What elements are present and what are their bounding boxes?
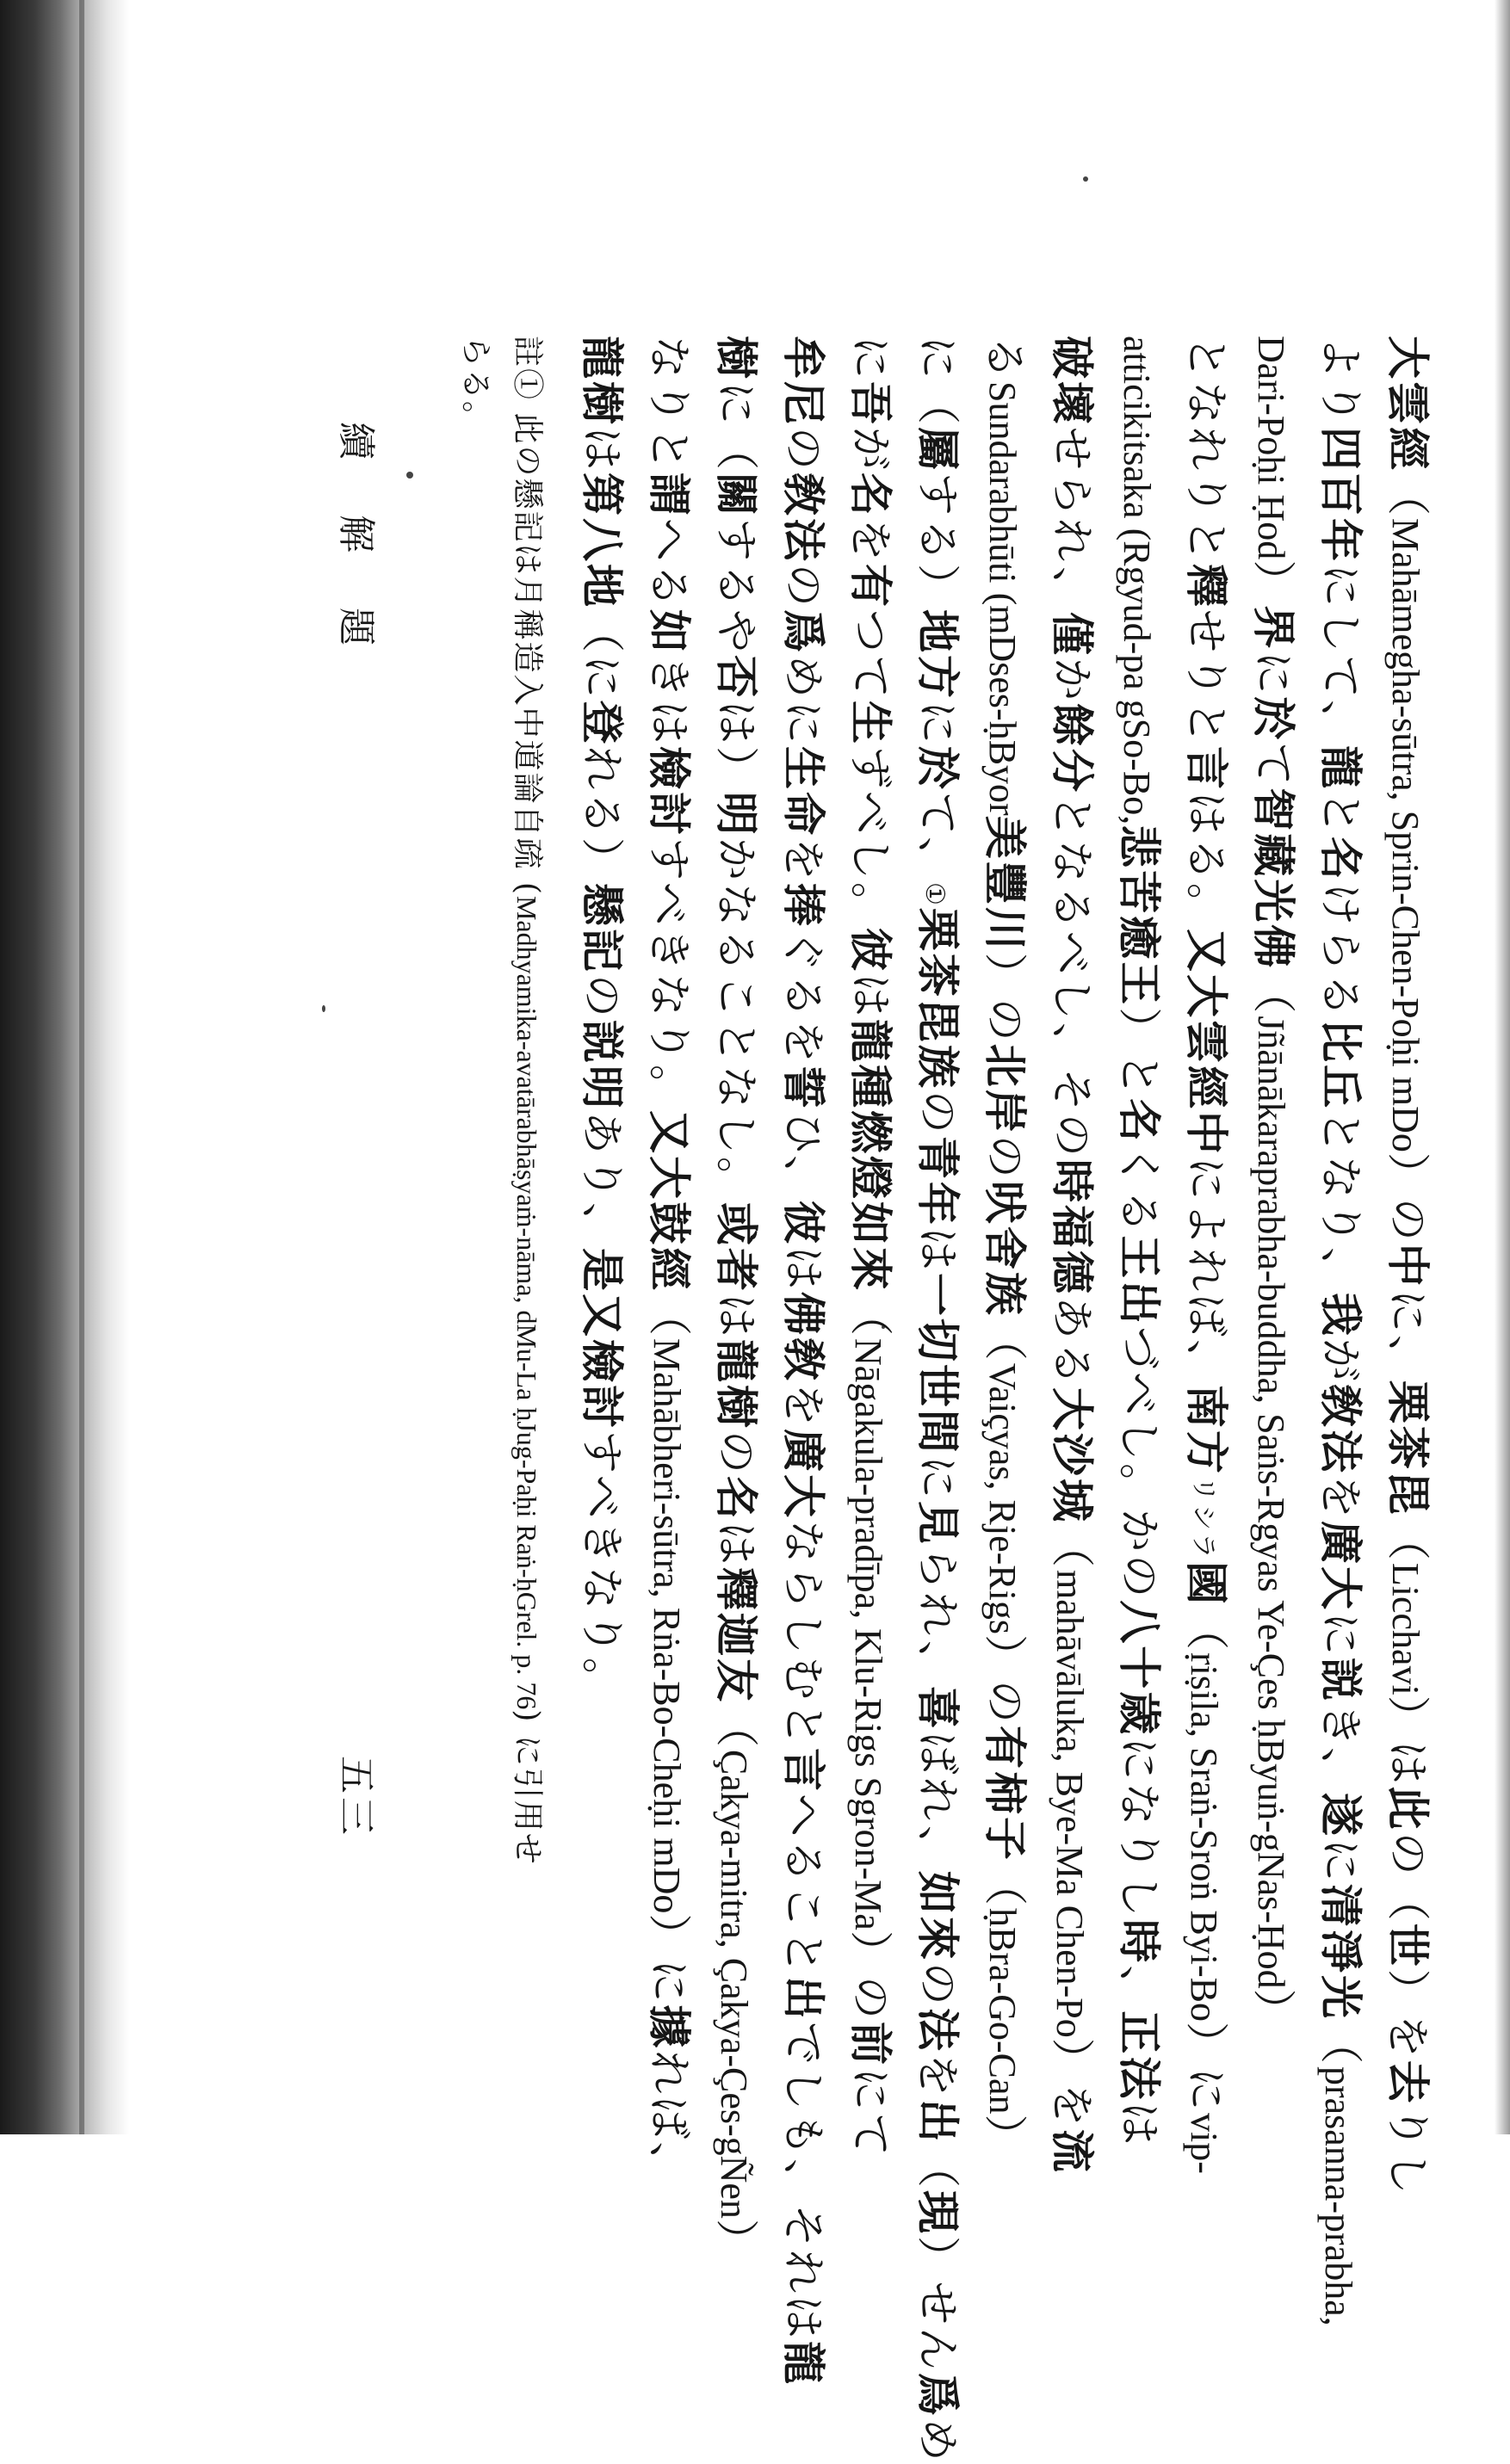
text-segment: ひ、 xyxy=(778,1111,828,1201)
text-segment: する） xyxy=(913,472,962,609)
scan-binding-line xyxy=(79,0,84,2134)
text-segment: 八十歳 xyxy=(1114,1600,1165,1738)
romanized-text: ṛiṣila, Sraṅ-Sroṅ Byi-Bo xyxy=(1183,1652,1225,2022)
text-segment: 四百年 xyxy=(1315,427,1366,564)
text-segment: 註① 此の懸記は月稱造入中道論自疏 ( xyxy=(510,336,545,896)
text-segment: ）に xyxy=(644,1913,694,2005)
text-segment: て、 xyxy=(913,792,962,882)
body-column xyxy=(711,336,762,2264)
text-segment: ）を xyxy=(1047,2037,1097,2129)
text-segment: りし xyxy=(1383,2105,1433,2197)
text-segment: ）せん xyxy=(913,2235,962,2373)
romanized-text: Licchavi xyxy=(1384,1562,1426,1695)
text-segment: （ xyxy=(980,1862,1030,1909)
text-segment: （ xyxy=(980,1317,1030,1363)
text-segment: 一切世間 xyxy=(913,1272,963,1455)
text-segment: 南方 xyxy=(1181,1385,1232,1476)
text-segment: の xyxy=(577,974,627,1020)
rotated-page xyxy=(334,336,1433,2464)
romanized-text: Jñānākaraprabha-buddha, Saṅs-Rgyas Ye-Çes ḥByuṅ-gNas-Ḥod xyxy=(1250,1016,1292,1989)
text-segment: ならしむと xyxy=(778,1520,828,1748)
text-segment: 釋 xyxy=(1181,564,1232,609)
text-segment: 或者 xyxy=(711,1202,762,1294)
text-segment: 説 xyxy=(1315,1658,1366,1703)
romanized-text: Mahāmegha-sūtra, Sprin-Chen-Poḥi mDo xyxy=(1384,518,1426,1152)
text-segment: 生命 xyxy=(778,746,829,837)
text-segment: ぐるを xyxy=(778,929,828,1065)
text-segment: 名 xyxy=(1315,837,1366,882)
text-segment: となるべし、その xyxy=(1047,794,1097,1159)
text-segment: は xyxy=(577,427,627,472)
text-segment: （ xyxy=(1181,1607,1231,1652)
text-segment: 美豐川 xyxy=(980,815,1030,953)
text-segment: の xyxy=(778,427,828,472)
text-segment: の xyxy=(980,1134,1030,1181)
text-segment: なりと xyxy=(644,336,694,472)
scan-speck xyxy=(322,1005,325,1012)
text-segment: （ xyxy=(1047,1524,1097,1570)
romanized-text: vip- xyxy=(1183,2112,1225,2174)
text-segment: 見 xyxy=(913,1500,963,1547)
text-segment: を xyxy=(845,518,895,564)
text-segment: は xyxy=(1114,2102,1164,2148)
romanized-text: Sundarabhūti (mDses-ḥByor xyxy=(981,381,1024,816)
text-segment: られ、 xyxy=(913,1546,962,1686)
text-segment: き、 xyxy=(1315,1703,1365,1793)
text-segment: 誓 xyxy=(778,1065,829,1111)
text-segment: 比丘 xyxy=(1315,1019,1366,1110)
page-number: 五三 xyxy=(334,1756,378,1838)
text-segment: となれりと xyxy=(1181,336,1231,564)
text-segment: へる xyxy=(644,518,694,609)
text-segment: ) に引用せ xyxy=(510,1709,545,1866)
text-segment: ）に xyxy=(1181,2021,1231,2113)
text-segment: ずべし。 xyxy=(845,746,895,928)
body-column xyxy=(913,336,963,2464)
body-column xyxy=(1315,336,1366,2326)
romanized-text: Madhyamika-avatārabhāṣyaṁ-nāma, dMu-La ḥJug-Paḥi Raṅ-ḥGrel. p. 76 xyxy=(511,895,542,1710)
text-segment: 爲 xyxy=(778,609,829,655)
text-segment: の xyxy=(778,564,828,609)
body-column xyxy=(577,336,628,1703)
text-segment: 界 xyxy=(1248,605,1299,652)
body-column xyxy=(980,336,1030,2160)
footnote-line xyxy=(510,336,545,1866)
text-segment: 言 xyxy=(778,1748,829,1794)
text-segment: か xyxy=(1047,658,1097,703)
text-segment: 説明 xyxy=(577,1020,628,1111)
romanized-text: Mahābheri-sūtra, Rṅa-Bo-Cheḥi mDo xyxy=(646,1338,688,1914)
romanized-text: Nāgakula-pradīpa, Klu-Rigs Sgron-Ma xyxy=(847,1338,889,1930)
text-segment: でしも、それは xyxy=(778,2022,828,2341)
text-segment: て xyxy=(1248,742,1298,788)
text-segment: 懸記 xyxy=(577,883,628,974)
text-segment: （に xyxy=(577,609,627,701)
text-segment: に xyxy=(913,701,962,746)
text-segment: 如來 xyxy=(913,1870,963,1962)
ruby-text: ① xyxy=(919,882,950,908)
text-segment: 清淨光 xyxy=(1315,1884,1366,2021)
body-column xyxy=(1181,336,1232,2174)
text-segment: あり、 xyxy=(577,1111,627,1248)
text-segment: 龍樹 xyxy=(711,1339,762,1430)
text-segment: 捧 xyxy=(778,883,829,929)
text-segment: 言 xyxy=(1181,746,1232,792)
text-segment: つて xyxy=(845,609,895,701)
text-segment: 悲苦癒王 xyxy=(1114,824,1165,1008)
romanized-text: Çakya-mitra, Çakya-Çes-gÑen xyxy=(713,1750,755,2219)
scan-binding-edge xyxy=(0,0,129,2134)
text-segment: に xyxy=(1315,1838,1365,1884)
text-segment: 中 xyxy=(1383,1243,1433,1289)
text-segment: 此 xyxy=(1383,1786,1433,1832)
text-segment: になりし xyxy=(1114,1737,1164,1920)
romanized-text: mahāvāluka, Bye-Ma Chen-Po xyxy=(1049,1570,1091,2038)
text-segment: すべきなり。 xyxy=(577,1430,627,1703)
text-segment: 樹 xyxy=(711,336,762,381)
text-segment: 釋迦友 xyxy=(711,1567,762,1704)
text-segment: に（ xyxy=(913,336,962,427)
text-segment: めに xyxy=(778,655,828,746)
romanized-text: Vaiçyas, Rje-Rigs xyxy=(981,1362,1024,1635)
scan-right-edge xyxy=(1495,0,1510,2134)
text-segment: 栗茶毘族 xyxy=(913,907,963,1090)
romanized-text: ḥBra-Go-Can xyxy=(981,1908,1024,2115)
text-segment: に xyxy=(1315,1612,1365,1658)
text-segment: せりと xyxy=(1181,609,1231,746)
text-segment: 法 xyxy=(913,2007,963,2053)
text-segment: 敎法 xyxy=(778,472,829,564)
text-segment: に、 xyxy=(1383,1288,1433,1380)
text-segment: きは xyxy=(644,655,694,746)
text-segment: と xyxy=(1315,791,1365,837)
text-segment: 關 xyxy=(711,472,762,518)
text-segment: 名 xyxy=(845,472,896,518)
text-segment: ）の xyxy=(1383,1152,1433,1244)
text-segment: 謂 xyxy=(644,472,695,518)
romanized-text: Dari-Poḥi Ḥod xyxy=(1250,336,1292,560)
text-segment: らる。 xyxy=(458,336,493,435)
text-segment: 國 xyxy=(1181,1561,1232,1607)
text-segment: は xyxy=(845,973,895,1019)
text-segment: ばれ、 xyxy=(913,1731,962,1871)
text-segment: 吠舍族 xyxy=(980,1180,1030,1318)
romanized-text: atticikitsaka (Rgyud-pa gSo-Bo, xyxy=(1116,336,1158,825)
text-segment: すべきなり。 xyxy=(644,837,694,1110)
text-segment: 北岸 xyxy=(980,1043,1030,1135)
text-segment: （ xyxy=(1383,1516,1433,1563)
text-segment: れば、 xyxy=(644,2050,694,2188)
text-segment: 登 xyxy=(577,701,628,746)
text-segment: けらる xyxy=(1315,882,1365,1019)
text-segment: にて xyxy=(845,2066,895,2158)
text-segment: （ xyxy=(644,1293,694,1338)
text-segment: に xyxy=(1248,651,1298,697)
body-column xyxy=(1047,336,1098,2175)
text-segment: の（ xyxy=(1383,1831,1433,1924)
text-segment: より xyxy=(1315,336,1365,427)
text-segment: （ xyxy=(1383,472,1433,518)
text-segment: め xyxy=(913,2418,962,2464)
text-segment: 又大鼓經 xyxy=(644,1110,695,1293)
text-segment: （ xyxy=(1248,970,1298,1016)
text-segment: の xyxy=(711,1430,761,1476)
text-segment: 彼 xyxy=(845,928,896,973)
text-segment: にして、 xyxy=(1315,564,1365,745)
text-segment: ）の xyxy=(980,1634,1030,1726)
text-segment: 喜 xyxy=(913,1685,963,1732)
text-segment: に xyxy=(845,336,895,381)
text-segment: 時福德 xyxy=(1047,1159,1098,1296)
text-segment: 我 xyxy=(1315,1293,1366,1338)
text-segment: に（ xyxy=(711,381,761,472)
ruby-text: リシラ xyxy=(1188,1476,1218,1561)
text-segment: 餘分 xyxy=(1047,703,1098,794)
text-segment: ）は xyxy=(1383,1695,1433,1787)
text-segment: するや xyxy=(711,518,761,655)
text-segment: 名 xyxy=(1114,1098,1165,1145)
text-segment: ）の xyxy=(980,952,1030,1044)
text-segment: 栗茶毘 xyxy=(1383,1380,1433,1517)
text-segment: はる。 xyxy=(1181,792,1231,929)
text-segment: ） xyxy=(1248,1988,1298,2035)
text-segment: 龍 xyxy=(778,2341,829,2387)
text-segment: となり、 xyxy=(1315,1110,1365,1293)
text-segment: づべし。かの xyxy=(1114,1326,1164,1601)
text-segment: 世 xyxy=(1383,1923,1433,1969)
text-segment: 屬 xyxy=(913,427,963,472)
text-segment: （ xyxy=(913,2144,962,2190)
text-segment: （ xyxy=(711,1704,761,1750)
text-segment: ）と xyxy=(1114,1007,1164,1099)
text-segment: 龍 xyxy=(1315,745,1366,791)
text-segment: を xyxy=(1315,1475,1365,1521)
text-segment: 吾 xyxy=(845,381,896,427)
text-segment: を xyxy=(913,2053,962,2099)
text-segment: 青年 xyxy=(913,1135,963,1227)
text-segment: くる xyxy=(1114,1144,1164,1236)
text-segment: 檢討 xyxy=(644,746,695,837)
text-segment: 敎法 xyxy=(1315,1384,1366,1475)
text-segment: 又大雲經中 xyxy=(1181,929,1232,1157)
text-segment: ） xyxy=(711,2218,761,2264)
text-segment: の xyxy=(913,1961,962,2008)
text-segment: 、 xyxy=(1114,1965,1164,2011)
body-column xyxy=(1248,336,1299,2035)
text-segment: れる） xyxy=(577,746,627,883)
text-segment: 前 xyxy=(845,2021,896,2067)
text-segment: に xyxy=(913,1454,962,1501)
text-segment: 僅 xyxy=(1047,612,1098,658)
text-segment: 於 xyxy=(913,746,963,792)
body-column xyxy=(778,336,829,2387)
text-segment: 有柿子 xyxy=(980,1726,1030,1863)
text-segment: によれば、 xyxy=(1181,1157,1231,1385)
text-segment: 地方 xyxy=(913,609,963,701)
text-segment: は xyxy=(711,1522,761,1567)
text-segment: 於 xyxy=(1248,696,1299,743)
text-segment: 佛敎 xyxy=(778,1292,829,1383)
footnote-line xyxy=(460,336,491,434)
text-segment: 廣大 xyxy=(778,1429,829,1520)
text-segment: 名 xyxy=(711,1476,762,1522)
text-segment: が xyxy=(1315,1338,1365,1384)
text-segment: 第八地 xyxy=(577,472,628,609)
text-segment: が xyxy=(845,427,895,472)
text-segment: ） xyxy=(1248,559,1298,606)
text-segment: 明 xyxy=(711,792,762,837)
running-title: 續解題 xyxy=(334,422,378,701)
text-segment: 時 xyxy=(1114,1919,1165,1966)
text-segment: を xyxy=(778,837,828,883)
text-segment: 現 xyxy=(913,2189,963,2236)
body-column xyxy=(1114,336,1165,2148)
text-segment: 有 xyxy=(845,564,896,609)
text-segment: を xyxy=(778,1383,828,1429)
text-segment: 生 xyxy=(845,701,896,746)
text-segment: 牟尼 xyxy=(778,336,829,427)
text-segment: ）の xyxy=(845,1930,895,2022)
text-segment: は xyxy=(711,1294,761,1339)
text-segment: 破壞 xyxy=(1047,336,1098,427)
text-segment: 大雲經 xyxy=(1383,336,1433,472)
text-segment: 據 xyxy=(644,2004,695,2051)
text-segment: 如 xyxy=(644,609,695,655)
text-segment: 出 xyxy=(913,2098,963,2145)
text-segment: 去 xyxy=(1383,2060,1433,2106)
text-segment: へること xyxy=(778,1794,828,1976)
text-segment: 否 xyxy=(711,655,762,701)
text-segment: 彼 xyxy=(778,1201,829,1246)
text-segment: 遂 xyxy=(1315,1793,1366,1838)
scan-speck xyxy=(1083,176,1088,182)
text-segment: せられ、 xyxy=(1047,427,1097,612)
text-segment: かなることなし。 xyxy=(711,837,761,1202)
text-segment: 龍種燃燈如來 xyxy=(845,1019,896,1293)
text-segment: 龍樹 xyxy=(577,336,628,427)
text-segment: は xyxy=(778,1246,828,1292)
text-segment: は xyxy=(913,1226,962,1273)
text-segment: 正法 xyxy=(1114,2010,1165,2103)
text-segment: の xyxy=(913,1090,962,1136)
text-segment: 是又檢討 xyxy=(577,1248,628,1430)
text-segment: は） xyxy=(711,701,761,792)
text-segment: ある xyxy=(1047,1296,1097,1387)
text-segment: （ xyxy=(845,1293,895,1338)
text-segment: 爲 xyxy=(913,2372,963,2418)
text-segment: ） xyxy=(980,2114,1030,2160)
text-segment: 出 xyxy=(778,1976,829,2022)
text-segment: る xyxy=(980,336,1030,381)
text-segment: （ xyxy=(1315,2021,1365,2066)
body-column xyxy=(1383,336,1433,2197)
body-column xyxy=(644,336,695,2188)
text-segment: 王出 xyxy=(1114,1235,1165,1327)
text-segment: 廣大 xyxy=(1315,1521,1366,1612)
body-column xyxy=(845,336,896,2158)
text-segment: 流 xyxy=(1047,2128,1098,2175)
text-segment: ）を xyxy=(1383,1968,1433,2060)
text-segment: 智藏光佛 xyxy=(1248,787,1299,971)
text-segment: 大沙城 xyxy=(1047,1387,1098,1524)
romanized-text: prasanna-prabha, xyxy=(1317,2066,1359,2326)
